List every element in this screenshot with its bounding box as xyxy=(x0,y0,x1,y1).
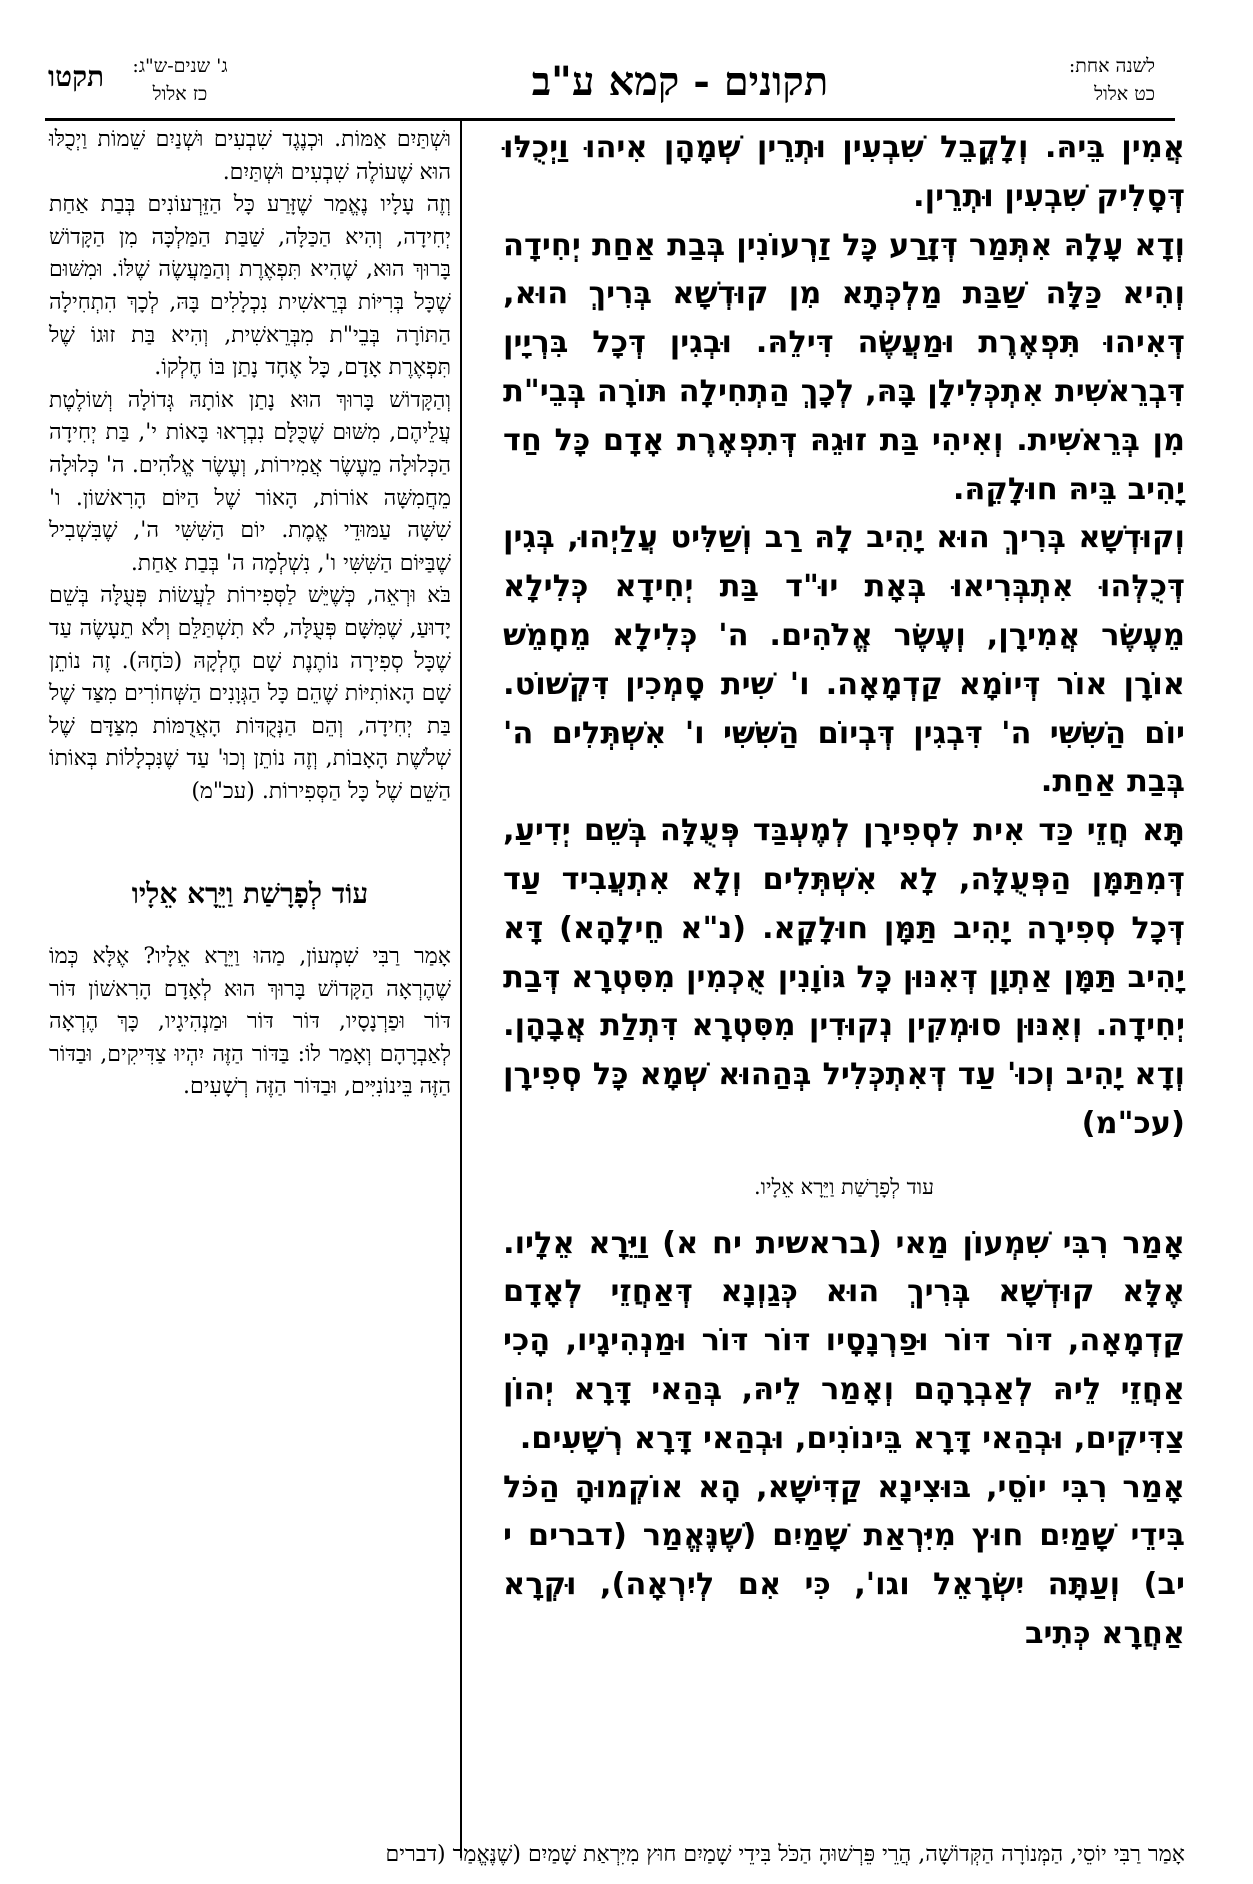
translation-column xyxy=(49,124,451,1104)
side-paragraph: וְהַקָּדוֹשׁ בָּרוּךְ הוּא נָתַן אוֹתָהּ גְּדוֹלָה וְשׁוֹלֶטֶת עֲלֵיהֶם, מִשּׁוּם שֶׁכֻּלָּם נִבְרְאוּ בָּאוֹת י', בַּת יְחִידָה הַכְּלוּלָה מֵעֶשֶׂר אֲמִירוֹת, וְעֶשֶׂר אֱלֹהִים. ה' כְּלוּלָה מֵחֲמִשָּׁה אוֹרוֹת, הָאוֹר שֶׁל הַיּוֹם הָרִאשׁוֹן. ו' שִׁשָּׁה עַמּוּדֵי אֱמֶת. יוֹם הַשִּׁשִּׁי ה', שֶׁבִּשְׁבִיל שֶׁבַּיּוֹם הַשִּׁשִּׁי ו', נִשְׁלְמָה ה' בְּבַת אַחַת. xyxy=(49,387,451,576)
page-number: תקטו xyxy=(48,60,105,93)
main-paragraph: אָמַר רִבִּי שִׁמְעוֹן מַאי (בראשית יח א) וַיֵּרָא אֵלָיו. אֶלָּא קוּדְשָׁא בְּרִיךְ הוּא כְּגַוְנָא דְּאַחֲזֵי לְאָדָם קַדְמָאָה, דּוֹר דּוֹר וּפַרְנָסָיו דּוֹר דּוֹר וּמַנְהִיגָיו, הָכִי אַחֲזֵי לֵיהּ לְאַבְרָהָם וְאָמַר לֵיהּ, בְּהַאי דָּרָא יְהוֹן צַדִּיקִים, וּבְהַאי דָּרָא בֵּינוֹנִים, וּבְהַאי דָּרָא רְשָׁעִים. xyxy=(503,1225,1185,1456)
main-paragraph: וְדָא עָלָהּ אִתְּמַר דְּזָרַע כָּל זַרְעוֹנִין בְּבַת אַחַת יְחִידָה וְהִיא כַּלָּה שַׁבַּת מַלְכְּתָא מִן קוּדְשָׁא בְּרִיךְ הוּא, דְּאִיהוּ תִּפְאֶרֶת וּמַעֲשֶׂה דִּילֵהּ. וּבְגִין דְּכָל בִּרְיָין דִּבְרֵאשִׁית אִתְכְּלִילָן בָּהּ, לְכָךְ הַתְחִילָה תּוֹרָה בְּבֵי"ת מִן בְּרֵאשִׁית. וְאִיהִי בַּת זוּגֵהּ דְּתִפְאֶרֶת אָדָם כָּל חַד יָהִיב בֵּיהּ חוּלָקֵהּ. xyxy=(503,227,1185,507)
header-left xyxy=(130,52,230,108)
column-divider xyxy=(460,118,462,1858)
main-subheading: עוד לְפָרָשַׁת וַיֵּרָא אֵלָיו. xyxy=(754,1174,934,1199)
side-paragraph: בֹּא וּרְאֵה, כְּשֶׁיֵּשׁ לַסְּפִירוֹת לַעֲשׂוֹת פְּעֻלָּה בְּשֵׁם יָדוּעַ, שֶׁמִּשָּׁם פְּעֻלָּה, לֹא תִשְׁתַּלֵּם וְלֹא תֵעָשֶׂה עַד שֶׁכָּל סְפִירָה נוֹתֶנֶת שָׁם חֶלְקָהּ (כֹּחָהּ). זֶה נוֹתֵן שָׁם הָאוֹתִיּוֹת שֶׁהֵם כָּל הַגְּוָנִים הַשְּׁחוֹרִים מִצַּד שֶׁל בַּת יְחִידָה, וְהֵם הַנְּקֻדּוֹת הָאֲדֻמּוֹת מִצַּדָּם שֶׁל שְׁלֹשֶׁת הָאָבוֹת, וְזֶה נוֹתֵן וְכוּ' עַד שֶׁנִּכְלָלוֹת בְּאוֹתוֹ הַשֵּׁם שֶׁל כָּל הַסְּפִירוֹת. (עכ"מ) xyxy=(49,583,451,804)
header-right-top: לשנה אחת: xyxy=(1068,55,1155,77)
header-left-bottom: כז אלול xyxy=(152,83,208,105)
page-header xyxy=(0,52,1253,122)
main-paragraph: אֲמִין בֵּיהּ. וְלָקֳבֵל שִׁבְעִין וּתְרֵין שְׁמָהָן אִיהוּ וַיְכֻלּוּ דְּסָלִיק שִׁבְעִין וּתְרֵין. xyxy=(503,130,1185,214)
main-paragraph: אָמַר רִבִּי יוֹסֵי, בּוּצִינָא קַדִּישָׁא, הָא אוֹקְמוּהָ הַכֹּל בִּידֵי שָׁמַיִם חוּץ מִיִּרְאַת שָׁמַיִם (שֶׁנֶּאֱמַר (דברים י יב) וְעַתָּה יִשְׂרָאֵל וגו', כִּי אִם לְיִרְאָה), וּקְרָא אַחֲרָא כְּתִיב xyxy=(503,1469,1185,1651)
header-right-bottom: כט אלול xyxy=(1094,83,1155,105)
main-column xyxy=(503,124,1185,1659)
side-paragraph: וְזֶה עָלָיו נֶאֱמַר שֶׁזָּרַע כָּל הַזֵּרְעוֹנִים בְּבַת אַחַת יְחִידָה, וְהִיא הַכַּלָּה, שַׁבַּת הַמַּלְכָּה מִן הַקָּדוֹשׁ בָּרוּךְ הוּא, שֶׁהִיא תִּפְאֶרֶת וְהַמַּעֲשֶׂה שֶׁלּוֹ. וּמִשּׁוּם שֶׁכָּל בְּרִיּוֹת בְּרֵאשִׁית נִכְלָלִים בָּהּ, לְכָךְ הִתְחִילָה הַתּוֹרָה בְּבֵי"ת מִבְּרֵאשִׁית, וְהִיא בַּת זוּגוֹ שֶׁל תִּפְאֶרֶת אָדָם, כָּל אֶחָד נָתַן בּוֹ חֶלְקוֹ. xyxy=(49,192,451,381)
header-left-top: ג' שנים-ש"ג: xyxy=(132,55,228,77)
header-rule xyxy=(45,118,1175,121)
side-paragraph: אָמַר רַבִּי שִׁמְעוֹן, מַהוּ וַיֵּרָא אֵלָיו? אֶלָּא כְּמוֹ שֶׁהֶרְאָה הַקָּדוֹשׁ בָּרוּךְ הוּא לְאָדָם הָרִאשׁוֹן דּוֹר דּוֹר וּפַרְנָסָיו, דּוֹר דּוֹר וּמַנְהִיגָיו, כָּךְ הֶרְאָה לְאַבְרָהָם וְאָמַר לוֹ: בַּדּוֹר הַזֶּה יִהְיוּ צַדִּיקִים, וּבַדּוֹר הַזֶּה בֵּינוֹנִיִּים, וּבַדּוֹר הַזֶּה רְשָׁעִים. xyxy=(49,944,451,1100)
main-paragraph: תָּא חֲזֵי כַּד אִית לִסְפִירָן לְמֶעְבַּד פְּעֻלָּה בְּשֵׁם יְדִיעַ, דְּמִתַּמָּן הַפְּעֻלָּה, לָא אִשְׁתְּלִים וְלָא אִתְעֲבִיד עַד דְּכָל סְפִירָה יָהִיב תַּמָּן חוּלָקָא. (נ"א חֵילָהָא) דָּא יָהִיב תַּמָּן אַתְוָן דְּאִנּוּן כָּל גּוֹוָנִין אֻכְמִין מִסִּטְרָא דְּבַת יְחִידָה. וְאִנּוּן סוּמְקִין נְקוּדִין מִסִּטְרָא דִּתְלַת אֲבָהָן. וְדָא יָהִיב וְכוּ' עַד דְּאִתְכְּלִיל בְּהַהוּא שְׁמָא כָּל סְפִירָן (עכ"מ) xyxy=(503,813,1185,1141)
side-section-title: עוֹד לְפָרָשַׁת וַיֵּרָא אֵלָיו xyxy=(131,877,369,911)
page-title: תקונים - קמא ע"ב xyxy=(531,58,829,105)
side-paragraph: וּשְׁתַּיִם אַמּוֹת. וּכְנֶגֶד שִׁבְעִים וּשְׁנַיִם שֵׁמוֹת וַיְכֻלּוּ הוּא שֶׁעוֹלֶה שִׁבְעִים וּשְׁתַּיִם. xyxy=(49,127,451,185)
header-right xyxy=(1069,52,1155,108)
main-paragraph: וְקוּדְשָׁא בְּרִיךְ הוּא יָהִיב לָהּ רַב וְשַׁלִּיט עֲלַיְהוּ, בְּגִין דְּכֻלְּהוּ אִתְבְּרִיאוּ בְּאָת יוּ"ד בַּת יְחִידָא כְּלִילָא מֵעֶשֶׂר אֲמִירָן, וְעֶשֶׂר אֱלֹהִים. ה' כְּלִילָא מֵחָמֵשׁ אוֹרָן אוֹר דְּיוֹמָא קַדְמָאָה. ו' שִׁית סָמְכִין דִּקְשׁוֹט. יוֹם הַשִּׁשִּׁי ה' דִּבְגִין דְּבְיוֹם הַשִּׁשִּׁי ו' אִשְׁתְּלִים ה' בְּבַת אַחַת. xyxy=(503,520,1185,800)
footer-line: אָמַר רַבִּי יוֹסֵי, הַמְּנוֹרָה הַקְּדוֹשָׁה, הֲרֵי פֵּרְשׁוּהָ הַכֹּל בִּידֵי שָׁמַיִם חוּץ מִיִּרְאַת שָׁמַיִם (שֶׁנֶּאֱמַר (דברים xyxy=(385,1842,1185,1867)
